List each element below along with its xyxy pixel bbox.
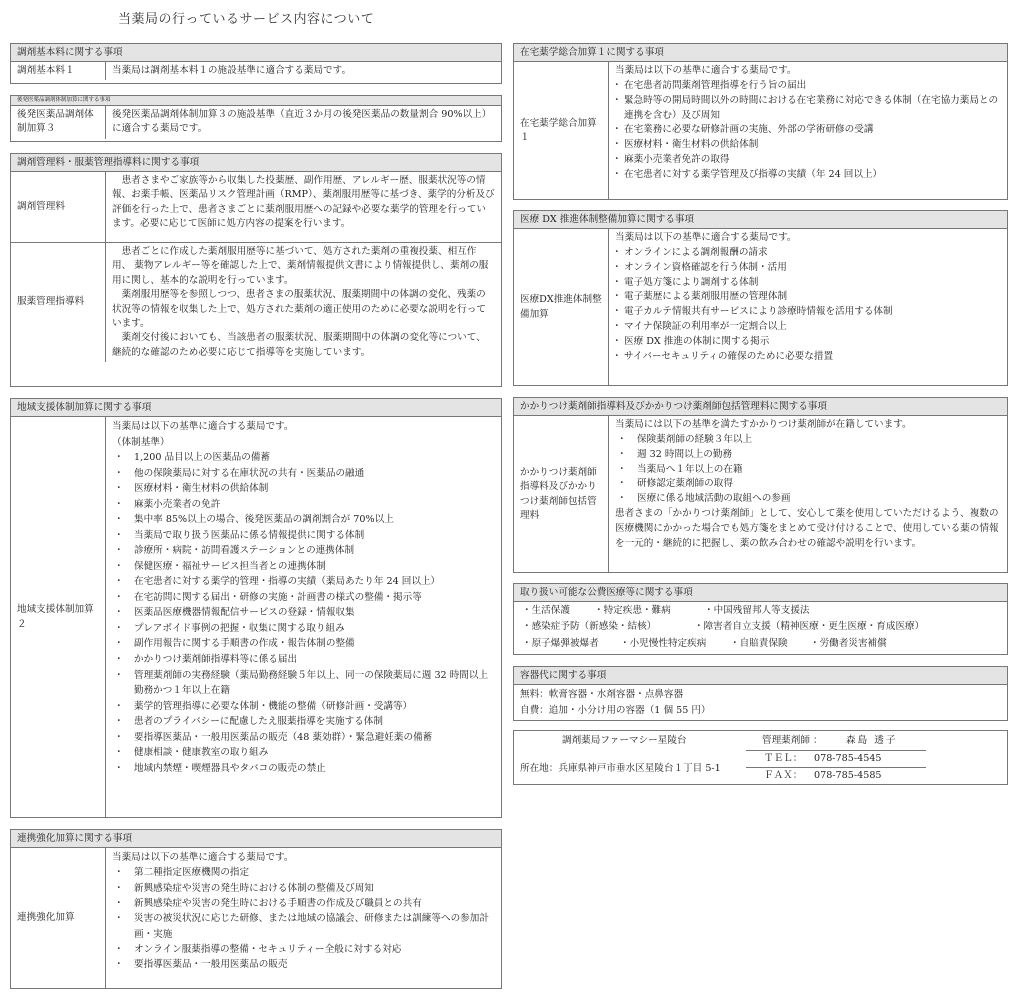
renkei-item: ・ 要指導医薬品・一般用医薬品の販売: [112, 957, 495, 972]
zaitaku-item: ・ 在宅患者訪問薬剤管理指導を行う旨の届出: [615, 79, 1001, 94]
dx-section: [513, 210, 1008, 386]
renkei-item: ・ 災害の被災状況に応じた研修、または地域の協議会、研修または訓練等への参加計画・実施: [112, 911, 495, 942]
tel-number: 078-785-4545: [814, 753, 882, 764]
kohatsu-text: 後発医薬品調剤体制加算３の施設基準（直近３か月の後発医薬品の数量割合 90%以上）に適合する薬局です。: [112, 109, 492, 135]
kanri-text-1: 患者さまやご家族等から収集した投薬歴、副作用歴、アレルギー歴、服薬状況等の情報、お薬手帳、医薬品リスク管理計画（RMP）、薬剤服用歴等に基づき、薬学的分析及び評価を行った上で、患者さまごとに薬剤服用歴への記録や必要な薬学的管理を行っています。必要に応じて医師に処方内容の提案を行います。: [112, 175, 495, 230]
store-address: 所在地：兵庫県神戸市垂水区星陵台１丁目 5-1: [520, 763, 721, 774]
kakaritsuke-note: 患者さまの「かかりつけ薬剤師」として、安心して薬を使用していただけるよう、複数の医療機関にかかった場合でも処方箋をまとめて受け付けることで、使用している薬の情報を一元的・継続的に把握し、薬の飲み合わせの確認や説明を行います。: [615, 508, 999, 549]
dx-item: ・ オンライン資格確認を行う体制・活用: [615, 261, 1001, 276]
youki-header: 容器代に関する事項: [514, 667, 1007, 685]
kanri-label-2: 服薬管理指導料: [11, 243, 106, 362]
kakaritsuke-section: [513, 397, 1008, 573]
renkei-intro: 当薬局は以下の基準に適合する薬局です。: [112, 852, 294, 863]
kihon-label: 調剤基本料１: [11, 62, 106, 80]
dx-item: ・ マイナ保険証の利用率が一定割合以上: [615, 320, 1001, 335]
kakaritsuke-item: ・ 医療に係る地域活動の取組への参画: [615, 492, 1001, 507]
chiiki-item: ・ 医療材料・衛生材料の供給体制: [112, 481, 495, 497]
chiiki-item: ・ 医薬品医療機器情報配信サービスの登録・情報収集: [112, 605, 495, 621]
chiiki-item: ・ 1,200 品目以上の医薬品の備蓄: [112, 450, 495, 466]
chiiki-section: [10, 398, 502, 818]
chiiki-item: ・ 健康相談・健康教室の取り組み: [112, 745, 495, 761]
chiiki-item: ・ かかりつけ薬剤師指導料等に係る届出: [112, 652, 495, 668]
kihon-text: 当薬局は調剤基本料１の施設基準に適合する薬局です。: [112, 65, 352, 76]
tel-label: ＴＥＬ：: [764, 753, 803, 764]
kakaritsuke-header: かかりつけ薬剤師指導料及びかかりつけ薬剤師包括管理料に関する事項: [514, 398, 1007, 416]
renkei-item: ・ 新興感染症や災害の発生時における手順書の作成及び職員との共有: [112, 896, 495, 911]
kohi-item: ・自賠責保険: [730, 637, 788, 649]
kakaritsuke-item: ・ 研修認定薬剤師の取得: [615, 477, 1001, 492]
kohi-item: ・小児慢性特定疾病: [620, 637, 707, 649]
zaitaku-item: ・ 緊急時等の開局時間以外の時間における在宅業務に対応できる体制（在宅協力薬局との連携を含む）及び周知: [615, 94, 1001, 124]
youki-section: [513, 666, 1008, 721]
manager-label: 管理薬剤師 ：: [762, 735, 823, 746]
dx-item: ・ サイバーセキュリティの確保のために必要な措置: [615, 350, 1001, 365]
dx-item: ・ 電子薬歴による薬剤服用歴の管理体制: [615, 290, 1001, 305]
kakaritsuke-intro: 当薬局には以下の基準を満たすかかりつけ薬剤師が在籍しています。: [615, 419, 912, 430]
kanri-text-2b: 薬剤服用歴等を参照しつつ、患者さまの服薬状況、服薬期間中の体調の変化、残薬の状況等の情報を収集した上で、処方された薬剤の適正使用のために必要な説明を行っています。: [112, 289, 486, 329]
kakaritsuke-label: かかりつけ薬剤師指導料及びかかりつけ薬剤師包括管理料: [514, 416, 609, 573]
renkei-item: ・ 新興感染症や災害の発生時における体制の整備及び周知: [112, 881, 495, 896]
chiiki-item: ・ 診療所・病院・訪問看護ステーションとの連携体制: [112, 543, 495, 559]
chiiki-item: ・ 管理薬剤師の実務経験（薬局勤務経験５年以上、同一の保険薬局に週 32 時間以上勤務かつ１年以上在籍: [112, 668, 495, 699]
kohi-item: ・生活保護: [522, 605, 570, 616]
chiiki-item: ・ 麻薬小売業者の免許: [112, 497, 495, 513]
kakaritsuke-item: ・ 保険薬剤師の経験３年以上: [615, 433, 1001, 448]
chiiki-item: ・ 在宅訪問に関する届出・研修の実施・計画書の様式の整備・掲示等: [112, 590, 495, 606]
kakaritsuke-item: ・ 週 32 時間以上の勤務: [615, 448, 1001, 463]
kohi-item: ・感染症予防（新感染・結核）: [522, 621, 657, 633]
chiiki-item: ・ 集中率 85%以上の場合、後発医薬品の調剤割合が 70%以上: [112, 512, 495, 528]
kanri-label-1: 調剤管理料: [11, 172, 106, 242]
store-info: [513, 730, 1008, 785]
chiiki-item: ・ 薬学的管理指導に必要な体制・機能の整備（研修計画・受講等）: [112, 699, 495, 715]
dx-item: ・ オンラインによる調剤報酬の請求: [615, 246, 1001, 261]
chiiki-sub: （体制基準）: [112, 436, 170, 448]
dx-label: 医療DX推進体制整備加算: [514, 229, 609, 386]
dx-item: ・ 電子処方箋により調剤する体制: [615, 276, 1001, 291]
dx-header: 医療 DX 推進体制整備加算に関する事項: [514, 211, 1007, 229]
kohi-item: ・特定疾患・難病: [594, 605, 671, 616]
chiiki-item: ・ 副作用報告に関する手順書の作成・報告体制の整備: [112, 636, 495, 652]
renkei-header: 連携強化加算に関する事項: [11, 830, 501, 848]
chiiki-item: ・ 他の保険薬局に対する在庫状況の共有・医薬品の融通: [112, 466, 495, 482]
zaitaku-header: 在宅薬学総合加算１に関する事項: [514, 44, 1007, 62]
kohi-item: ・原子爆弾被爆者: [522, 637, 599, 649]
renkei-section: [10, 829, 502, 989]
chiiki-item: ・ 当薬局で取り扱う医薬品に係る情報提供に関する体制: [112, 528, 495, 544]
kihon-header: 調剤基本料に関する事項: [11, 44, 501, 62]
zaitaku-item: ・ 麻薬小売業者免許の取得: [615, 153, 1001, 168]
zaitaku-label: 在宅薬学総合加算１: [514, 62, 609, 200]
renkei-label: 連携強化加算: [11, 848, 106, 989]
page-title: 当薬局の行っているサービス内容について: [118, 12, 375, 27]
kanri-text-2a: 患者ごとに作成した薬剤服用歴等に基づいて、処方された薬剤の重複投薬、相互作用、 薬物アレルギー等を確認した上で、薬剤情報提供文書により情報提供し、薬剤の服用に関し、基本的な説明を行っています。: [112, 246, 489, 286]
renkei-item: ・ オンライン服薬指導の整備・セキュリティー全般に対する対応: [112, 942, 495, 957]
chiiki-item: ・ 患者のプライバシーに配慮したえ服薬指導を実施する体制: [112, 714, 495, 730]
fax-number: 078-785-4585: [814, 770, 882, 781]
kakaritsuke-item: ・ 当薬局へ１年以上の在籍: [615, 463, 1001, 478]
chiiki-item: ・ 保健医療・福祉サービス担当者との連携体制: [112, 559, 495, 575]
zaitaku-section: [513, 43, 1008, 200]
kohatsu-label: 後発医薬品調剤体制加算３: [11, 106, 106, 139]
youki-line-1: 無料：軟膏容器・水剤容器・点鼻容器: [520, 689, 684, 700]
kohi-item: ・労働者災害補償: [810, 637, 887, 649]
kohi-header: 取り扱い可能な公費医療等に関する事項: [514, 584, 1007, 602]
kohi-section: [513, 583, 1008, 655]
chiiki-item: ・ プレアボイド事例の把握・収集に関する取り組み: [112, 621, 495, 637]
chiiki-intro: 当薬局は以下の基準に適合する薬局です。: [112, 421, 294, 432]
dx-item: ・ 電子カルテ情報共有サービスにより診療時情報を活用する体制: [615, 305, 1001, 320]
kohatsu-header: 後発医薬品調剤体制加算に関する事項: [11, 96, 501, 106]
kanri-section: [10, 153, 502, 387]
chiiki-item: ・ 地域内禁煙・喫煙器具やタバコの販売の禁止: [112, 761, 495, 777]
zaitaku-intro: 当薬局は以下の基準に適合する薬局です。: [615, 65, 797, 76]
kohi-item: ・中国残留邦人等支援法: [704, 605, 810, 616]
kihon-section: [10, 43, 502, 84]
kohatsu-section: [10, 95, 502, 142]
kohi-item: ・障害者自立支援（精神医療・更生医療・育成医療）: [694, 621, 925, 633]
store-name: 調剤薬局ファーマシー星陵台: [562, 735, 687, 746]
zaitaku-item: ・ 在宅業務に必要な研修計画の実施、外部の学術研修の受講: [615, 123, 1001, 138]
kanri-text-2c: 薬剤交付後においても、当該患者の服薬状況、服薬期間中の体調の変化等について、継続的な確認のため必要に応じて指導等を実施しています。: [112, 332, 486, 358]
zaitaku-item: ・ 医療材料・衛生材料の供給体制: [615, 138, 1001, 153]
renkei-item: ・ 第二種指定医療機関の指定: [112, 865, 495, 880]
chiiki-label: 地域支援体制加算２: [11, 417, 106, 818]
dx-item: ・ 医療 DX 推進の体制に関する掲示: [615, 335, 1001, 350]
youki-line-2: 自費：追加・小分け用の容器（1 個 55 円）: [520, 705, 711, 717]
manager-name: 森島 透子: [846, 735, 898, 746]
fax-label: ＦＡＸ：: [764, 770, 803, 781]
zaitaku-item: ・ 在宅患者に対する薬学管理及び指導の実績（年 24 回以上）: [615, 168, 1001, 183]
chiiki-header: 地域支援体制加算に関する事項: [11, 399, 501, 417]
kanri-header: 調剤管理料・服薬管理指導料に関する事項: [11, 154, 501, 172]
chiiki-item: ・ 在宅患者に対する薬学的管理・指導の実績（薬局あたり年 24 回以上）: [112, 574, 495, 590]
dx-intro: 当薬局は以下の基準に適合する薬局です。: [615, 232, 797, 243]
chiiki-item: ・ 要指導医薬品・一般用医薬品の販売（48 薬効群）・緊急避妊薬の備蓄: [112, 730, 495, 746]
